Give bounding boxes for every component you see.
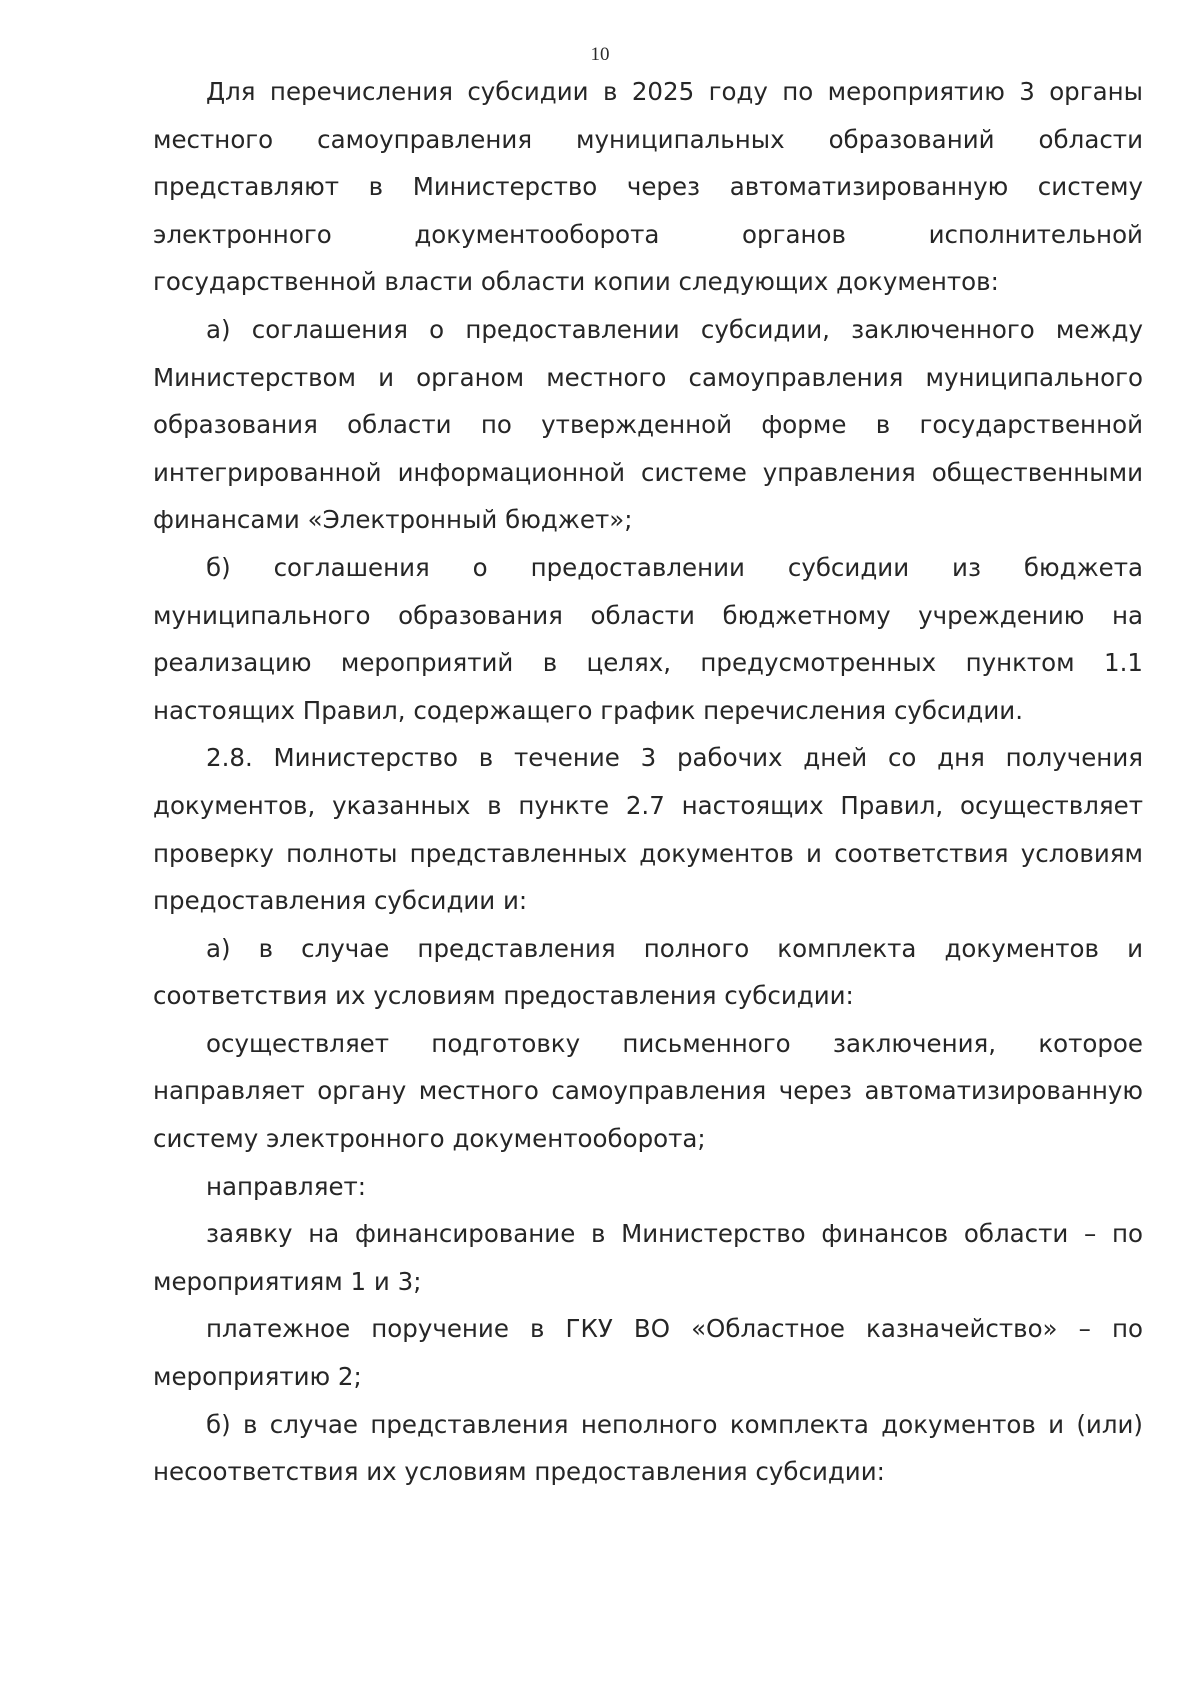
- paragraph-item-a-agreement: а) соглашения о предоставлении субсидии, заключенного между Министерством и органом местного самоуправления муниципального образования области по утвержденной форме в государственной интегрированной информационной системе управления общественными финансами «Электронный бюджет»;: [153, 314, 1143, 535]
- paragraph-sends: направляет:: [206, 1171, 367, 1201]
- paragraph-section-2-8: 2.8. Министерство в течение 3 рабочих дней со дня получения документов, указанных в пункте 2.7 настоящих Правил, осуществляет проверку полноты представленных документов и соответствия условиям предоставления субсидии и:: [153, 743, 1143, 916]
- paragraph-case-b-incomplete: б) в случае представления неполного комплекта документов и (или) несоответствия их условиям предоставления субсидии:: [153, 1409, 1143, 1487]
- page-number: 10: [590, 44, 610, 65]
- paragraph-payment-order: платежное поручение в ГКУ ВО «Областное казначейство» – по мероприятию 2;: [153, 1314, 1143, 1392]
- paragraph-item-b-agreement: б) соглашения о предоставлении субсидии из бюджета муниципального образования области бюджетному учреждению на реализацию мероприятий в целях, предусмотренных пунктом 1.1 настоящих Правил, содержащего график перечисления субсидии.: [153, 552, 1143, 725]
- paragraph-financing-request: заявку на финансирование в Министерство финансов области – по мероприятиям 1 и 3;: [153, 1219, 1143, 1296]
- paragraph-case-a-complete: а) в случае представления полного комплекта документов и соответствия их условиям предоставления субсидии:: [153, 933, 1143, 1011]
- document-body: [153, 68, 1143, 1496]
- paragraph-subsidy-transfer-2025: Для перечисления субсидии в 2025 году по мероприятию 3 органы местного самоуправления муниципальных образований области представляют в Министерство через автоматизированную систему электронного документооборота органов исполнительной государственной власти области копии следующих документов:: [153, 77, 1143, 297]
- paragraph-written-conclusion: осуществляет подготовку письменного заключения, которое направляет органу местного самоуправления через автоматизированную систему электронного документооборота;: [153, 1028, 1143, 1154]
